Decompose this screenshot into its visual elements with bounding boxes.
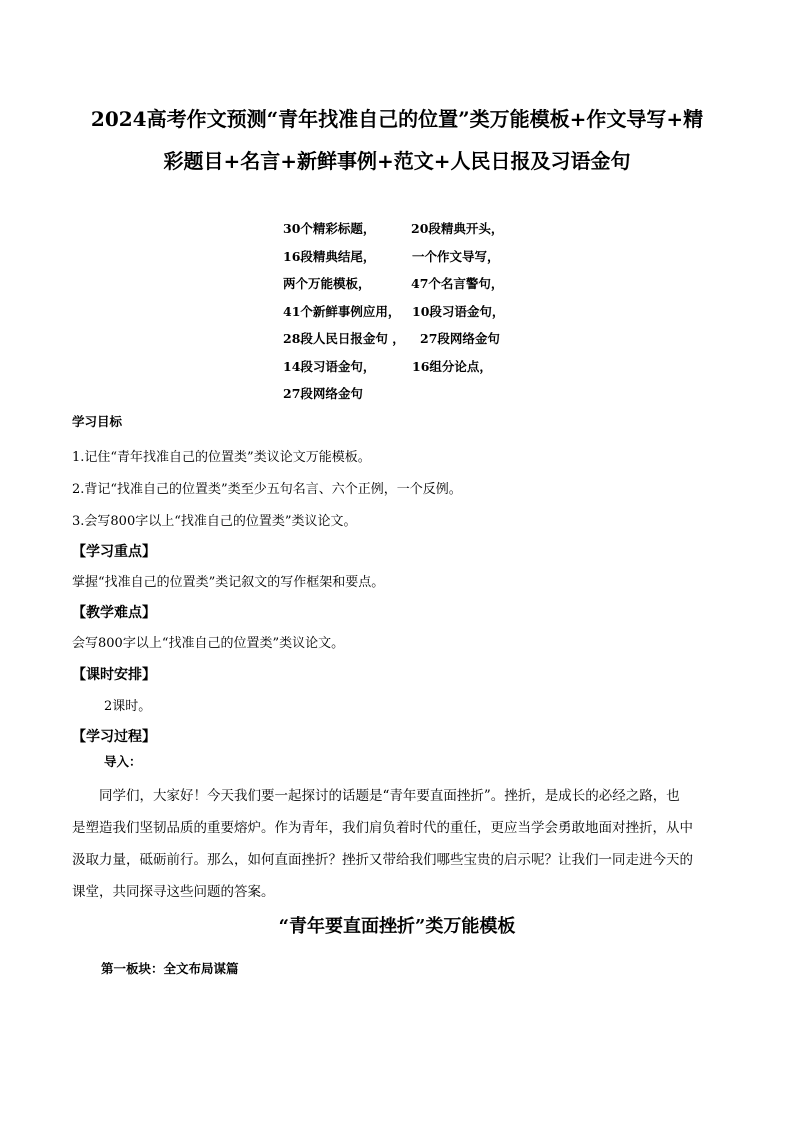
toc-item: 14段习语金句，: [283, 359, 376, 374]
key-points-text: 掌握“找准自己的位置类”类记叙文的写作框架和要点。: [72, 575, 385, 590]
template-section-title: “青年要直面挫折”类万能模板: [278, 916, 516, 937]
difficulty-text: 会写800字以上“找准自己的位置类”类议论文。: [72, 636, 345, 651]
difficulty-heading: 【教学难点】: [72, 605, 156, 621]
goal-item: 1.记住“青年找准自己的位置类”类议论文万能模板。: [72, 450, 371, 465]
toc-item: 一个作文导写，: [412, 249, 500, 264]
paragraph-line: 课堂，共同探寻这些问题的答案。: [72, 884, 275, 900]
goal-item: 3.会写800字以上“找准自己的位置类”类议论文。: [72, 514, 357, 529]
toc-item: 两个万能模板，: [283, 276, 371, 291]
goal-item: 2.背记“找准自己的位置类”类至少五句名言、六个正例，一个反例。: [72, 482, 462, 497]
toc-item: 27段网络金句: [283, 386, 363, 401]
key-points-heading: 【学习重点】: [72, 544, 156, 560]
toc-item: 16段精典结尾，: [283, 249, 376, 264]
goals-heading: 学习目标: [72, 414, 123, 429]
page-title-line-1: 2024高考作文预测“青年找准自己的位置”类万能模板+作文导写+精: [90, 107, 704, 131]
toc-item: 41个新鲜事例应用，: [283, 304, 401, 319]
process-heading: 【学习过程】: [72, 729, 156, 745]
schedule-heading: 【课时安排】: [72, 667, 156, 683]
block-label: 第一板块：全文布局谋篇: [101, 961, 239, 976]
paragraph-line: 汲取力量，砥砺前行。那么，如何直面挫折？挫折又带给我们哪些宝贵的启示呢？让我们一同走进今天的: [72, 852, 693, 868]
schedule-text: 2课时。: [104, 699, 152, 714]
toc-item: 10段习语金句，: [412, 304, 505, 319]
toc-item: 20段精典开头，: [411, 221, 504, 236]
toc-item: 16组分论点，: [412, 359, 492, 374]
paragraph-line: 是塑造我们坚韧品质的重要熔炉。作为青年，我们肩负着时代的重任，更应当学会勇敢地面对挫折，从中: [72, 820, 693, 836]
toc-item: 30个精彩标题，: [283, 221, 376, 236]
toc-item: 47个名言警句，: [411, 276, 504, 291]
intro-label: 导入：: [104, 754, 142, 769]
toc-item: 27段网络金句: [420, 331, 500, 346]
page-title-line-2: 彩题目+名言+新鲜事例+范文+人民日报及习语金句: [163, 149, 631, 173]
intro-paragraph: [72, 780, 722, 908]
toc-item: 28段人民日报金句 ，: [283, 331, 405, 346]
paragraph-line: 同学们，大家好！今天我们要一起探讨的话题是“青年要直面挫折”。挫折，是成长的必经之路，也: [99, 788, 680, 804]
